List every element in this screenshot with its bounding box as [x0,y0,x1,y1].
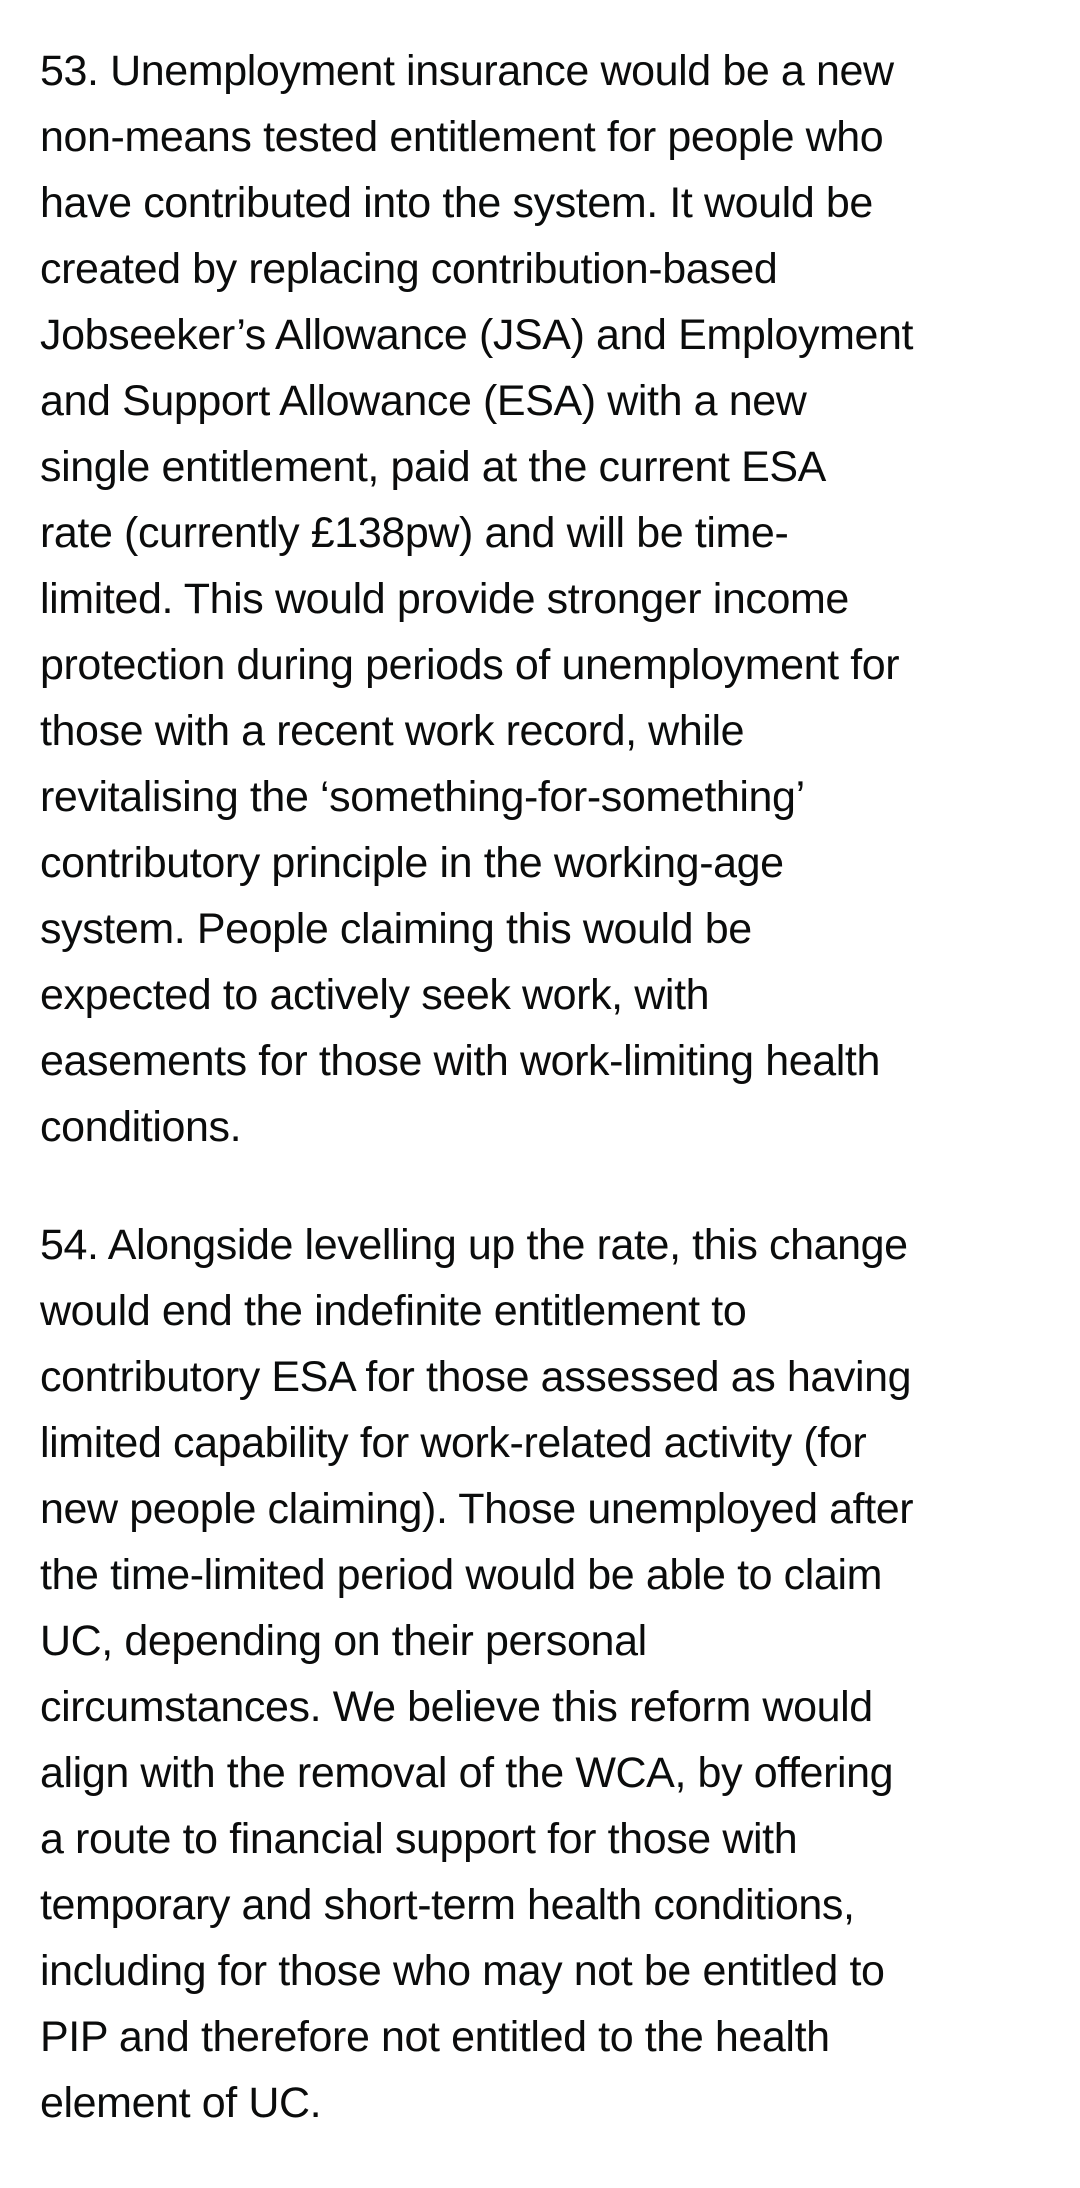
text-line: have contributed into the system. It would be [40,179,873,227]
text-line: limited. This would provide stronger income [40,575,849,623]
text-line: including for those who may not be entitled to [40,1947,885,1995]
paragraph-54 [40,1212,1050,2136]
paragraph-53 [40,38,1050,1160]
text-line: 54. Alongside levelling up the rate, this change [40,1221,908,1269]
text-line: 53. Unemployment insurance would be a new [40,47,894,95]
text-line: contributory principle in the working-age [40,839,784,887]
document-body [40,38,1050,2188]
text-line: protection during periods of unemployment for [40,641,900,689]
text-line: revitalising the ‘something-for-something’ [40,773,805,821]
text-line: align with the removal of the WCA, by offering [40,1749,894,1797]
text-line: new people claiming). Those unemployed after [40,1485,914,1533]
text-line: Jobseeker’s Allowance (JSA) and Employment [40,311,914,359]
text-line: the time-limited period would be able to claim [40,1551,883,1599]
text-line: would end the indefinite entitlement to [40,1287,747,1335]
text-line: limited capability for work-related activity (for [40,1419,867,1467]
text-line: system. People claiming this would be [40,905,752,953]
text-line: UC, depending on their personal [40,1617,647,1665]
text-line: those with a recent work record, while [40,707,745,755]
text-line: created by replacing contribution-based [40,245,778,293]
text-line: a route to financial support for those with [40,1815,798,1863]
text-line: element of UC. [40,2079,322,2127]
text-line: expected to actively seek work, with [40,971,710,1019]
text-line: rate (currently £138pw) and will be time- [40,509,789,557]
text-line: conditions. [40,1103,242,1151]
text-line: temporary and short-term health conditions, [40,1881,855,1929]
text-line: and Support Allowance (ESA) with a new [40,377,807,425]
text-line: PIP and therefore not entitled to the health [40,2013,830,2061]
text-line: contributory ESA for those assessed as having [40,1353,912,1401]
text-line: easements for those with work-limiting health [40,1037,880,1085]
text-line: single entitlement, paid at the current ESA [40,443,826,491]
text-line: non-means tested entitlement for people who [40,113,884,161]
text-line: circumstances. We believe this reform would [40,1683,873,1731]
